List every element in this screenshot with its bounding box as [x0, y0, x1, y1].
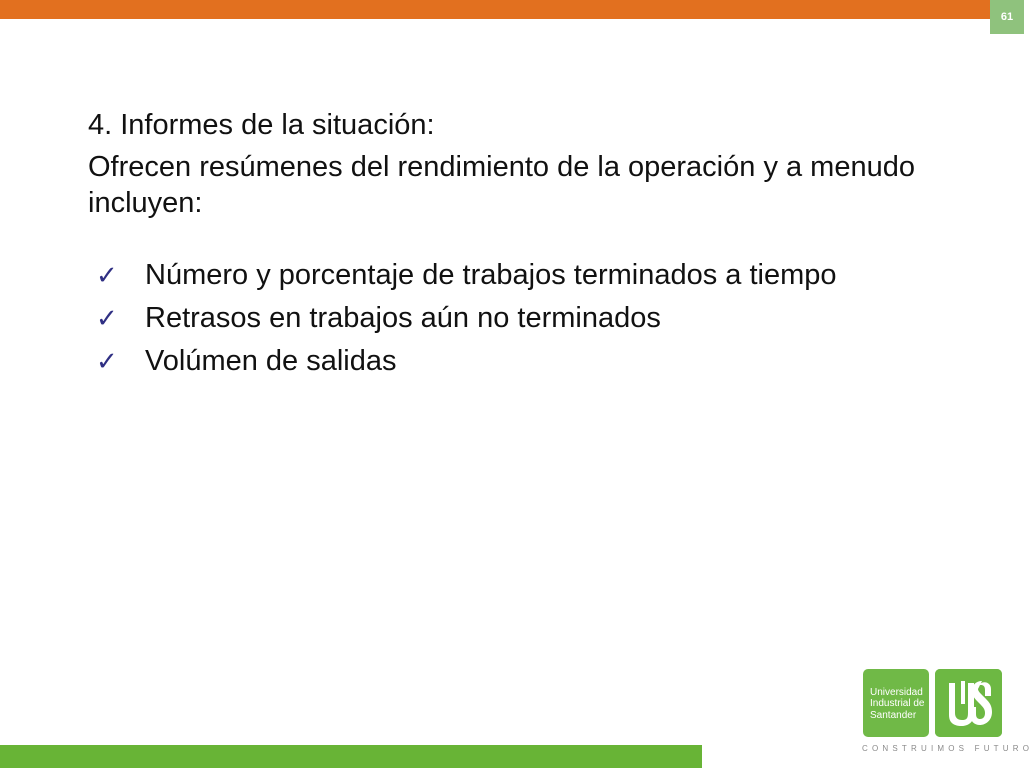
slide-content	[88, 108, 948, 387]
check-mark-icon: ✓	[96, 261, 118, 292]
checklist-item-text: Número y porcentaje de trabajos terminados a tiempo	[145, 259, 837, 292]
checklist-item	[88, 301, 943, 337]
section-heading: 4. Informes de la situación:	[88, 109, 435, 141]
checklist-item-text: Retrasos en trabajos aún no terminados	[145, 302, 661, 335]
check-mark-icon: ✓	[96, 304, 118, 335]
top-orange-bar	[0, 0, 990, 19]
university-logo	[863, 669, 929, 737]
checklist-item	[88, 258, 943, 294]
checklist-item	[88, 344, 943, 380]
page-number-badge	[990, 0, 1024, 34]
intro-text: Ofrecen resúmenes del rendimiento de la operación y a menudo incluyen:	[88, 151, 915, 219]
uis-logo-mark-icon	[935, 669, 1002, 737]
checklist	[88, 258, 943, 380]
checklist-item-text: Volúmen de salidas	[145, 345, 397, 378]
bottom-green-bar	[0, 745, 702, 768]
check-mark-icon: ✓	[96, 347, 118, 378]
logo-line-university: Universidad	[870, 687, 923, 698]
logo-tagline: CONSTRUIMOS FUTURO	[862, 744, 1033, 753]
logo-line-santander: Santander	[870, 709, 917, 721]
page-number: 61	[1000, 11, 1014, 23]
logo-line-industrial: Industrial de	[870, 698, 925, 710]
